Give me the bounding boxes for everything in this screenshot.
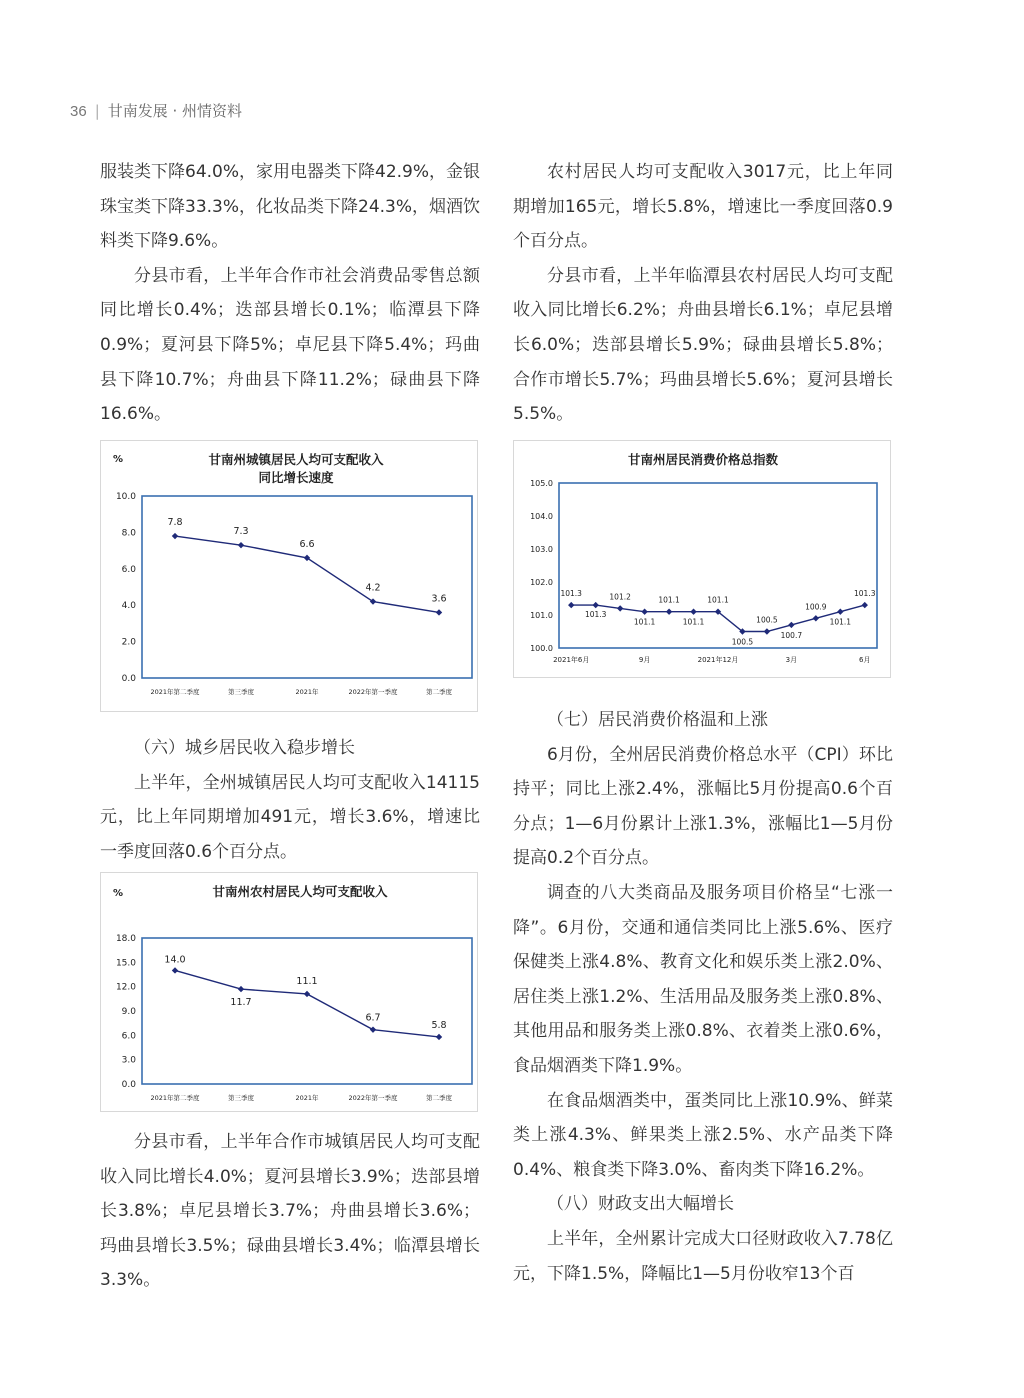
y-tick-label: 9.0 [121, 1007, 136, 1017]
y-tick-label: 100.0 [530, 644, 553, 653]
urban-income-chart [100, 440, 478, 712]
paragraph: 服装类下降64.0%，家用电器类下降42.9%，金银珠宝类下降33.3%，化妆品类下降24.3%，烟酒饮料类下降9.6%。 [100, 162, 481, 252]
y-tick-label: 3.0 [121, 1055, 136, 1066]
y-tick-label: 0.0 [121, 674, 136, 684]
x-tick-label: 2021年12月 [697, 656, 739, 664]
paragraph: 上半年，全州累计完成大口径财政收入7.78亿元，下降1.5%，降幅比1—5月份收窄13个百 [513, 1228, 893, 1284]
data-label: 7.8 [167, 517, 183, 529]
y-axis-label: % [112, 888, 124, 899]
y-tick-label: 4.0 [121, 601, 136, 612]
chart-title: 甘南州农村居民人均可支配收入 [212, 884, 388, 899]
paragraph: 分县市看，上半年合作市城镇居民人均可支配收入同比增长4.0%；夏河县增长3.9%；迭部县增长3.8%；卓尼县增长3.7%；舟曲县增长3.6%；玛曲县增长3.5%；碌曲县增长3.4%；临潭县增长3.3%。 [100, 1132, 480, 1291]
data-label: 101.3 [560, 589, 582, 599]
x-tick-label: 3月 [785, 656, 798, 664]
data-label: 6.6 [299, 538, 315, 550]
data-label: 11.1 [296, 975, 318, 987]
x-tick-label: 2021年第二季度 [150, 688, 200, 696]
data-label: 3.6 [431, 593, 447, 605]
chart-title: 甘南州居民消费价格总指数 [627, 452, 779, 467]
publication-title: 甘南发展 · 州情资料 [107, 102, 243, 120]
right-bottom-text [513, 703, 893, 1291]
data-label: 6.7 [365, 1012, 381, 1024]
chart-subtitle: 同比增长速度 [258, 470, 334, 485]
cpi-chart [513, 440, 891, 678]
x-tick-label: 2022年第一季度 [348, 1094, 398, 1102]
y-tick-label: 15.0 [115, 958, 136, 969]
x-tick-label: 第二季度 [426, 688, 452, 696]
x-tick-label: 2021年6月 [553, 656, 590, 664]
left-mid-text [100, 731, 480, 869]
paragraph: 分县市看，上半年合作市社会消费品零售总额同比增长0.4%；迭部县增长0.1%；临潭县下降0.9%；夏河县下降5%；卓尼县下降5.4%；玛曲县下降10.7%；舟曲县下降11.2%；碌曲县下降16.6%。 [100, 265, 480, 425]
y-tick-label: 6.0 [121, 1031, 136, 1042]
data-label: 101.2 [609, 592, 631, 602]
y-tick-label: 0.0 [121, 1080, 136, 1090]
rural-income-chart [100, 872, 478, 1112]
cpi-line-chart [513, 440, 891, 678]
page-header [70, 100, 242, 121]
y-tick-label: 8.0 [121, 528, 136, 539]
chart-title: 甘南州城镇居民人均可支配收入 [208, 452, 384, 467]
x-tick-label: 6月 [859, 656, 871, 664]
data-label: 4.2 [365, 582, 381, 594]
header-separator: | [94, 102, 100, 120]
data-label: 100.7 [780, 630, 803, 640]
data-label: 101.1 [682, 617, 705, 627]
left-top-text [100, 155, 480, 432]
y-tick-label: 6.0 [121, 564, 136, 575]
y-tick-label: 2.0 [121, 637, 136, 648]
paragraph: 分县市看，上半年临潭县农村居民人均可支配收入同比增长6.2%；舟曲县增长6.1%；卓尼县增长6.0%；迭部县增长5.9%；碌曲县增长5.8%；合作市增长5.7%；玛曲县增长5.6%；夏河县增长5.5%。 [513, 265, 893, 425]
y-axis-label: % [112, 454, 124, 465]
data-label: 101.3 [854, 589, 876, 599]
page-number: 36 [70, 103, 87, 120]
x-tick-label: 9月 [638, 656, 651, 664]
y-tick-label: 104.0 [530, 512, 553, 521]
y-tick-label: 18.0 [115, 934, 136, 944]
section-heading: （六）城乡居民收入稳步增长 [134, 738, 355, 758]
rural-income-line-chart [100, 872, 478, 1112]
data-label: 101.1 [707, 595, 729, 605]
section-heading: （七）居民消费价格温和上涨 [547, 710, 768, 730]
data-label: 5.8 [431, 1019, 447, 1031]
x-tick-label: 2021年 [295, 1094, 319, 1102]
paragraph: 上半年，全州城镇居民人均可支配收入14115元，比上年同期增加491元，增长3.6%，增速比一季度回落0.6个百分点。 [100, 772, 480, 862]
chart-frame [514, 441, 891, 678]
paragraph: 农村居民人均可支配收入3017元，比上年同期增加165元，增长5.8%，增速比一季度回落0.9个百分点。 [513, 162, 893, 252]
data-label: 101.1 [829, 617, 852, 627]
data-label: 11.7 [230, 997, 252, 1009]
y-tick-label: 101.0 [530, 611, 553, 620]
right-top-text [513, 155, 893, 432]
data-label: 100.5 [731, 637, 754, 647]
x-tick-label: 第三季度 [228, 1094, 254, 1102]
data-label: 7.3 [233, 526, 249, 538]
paragraph: 在食品烟酒类中，蛋类同比上涨10.9%、鲜菜类上涨4.3%、鲜果类上涨2.5%、水产品类下降0.4%、粮食类下降3.0%、畜肉类下降16.2%。 [513, 1090, 893, 1180]
y-tick-label: 10.0 [115, 492, 136, 502]
left-bottom-text [100, 1125, 480, 1298]
x-tick-label: 第三季度 [228, 688, 254, 696]
data-label: 101.3 [584, 610, 607, 620]
y-tick-label: 105.0 [530, 479, 553, 488]
data-label: 100.5 [756, 615, 778, 625]
x-tick-label: 2022年第一季度 [348, 688, 398, 696]
y-tick-label: 12.0 [115, 982, 136, 993]
x-tick-label: 2021年第二季度 [150, 1094, 200, 1102]
x-tick-label: 第二季度 [426, 1094, 452, 1102]
data-label: 100.9 [805, 602, 827, 612]
data-label: 14.0 [164, 954, 186, 966]
data-label: 101.1 [658, 595, 680, 605]
paragraph: 6月份，全州居民消费价格总水平（CPI）环比持平；同比上涨2.4%，涨幅比5月份提高0.6个百分点；1—6月份累计上涨1.3%，涨幅比1—5月份提高0.2个百分点。 [513, 744, 893, 869]
section-heading: （八）财政支出大幅增长 [547, 1194, 734, 1215]
x-tick-label: 2021年 [295, 688, 319, 696]
paragraph: 调查的八大类商品及服务项目价格呈“七涨一降”。6月份，交通和通信类同比上涨5.6%、医疗保健类上涨4.8%、教育文化和娱乐类上涨2.0%、居住类上涨1.2%、生活用品及服务类上涨0.8%、其他用品和服务类上涨0.8%、衣着类上涨0.6%，食品烟酒类下降1.9%。 [513, 882, 893, 1076]
urban-income-line-chart [100, 440, 478, 712]
y-tick-label: 103.0 [530, 545, 553, 554]
data-label: 101.1 [633, 617, 656, 627]
y-tick-label: 102.0 [530, 578, 553, 587]
